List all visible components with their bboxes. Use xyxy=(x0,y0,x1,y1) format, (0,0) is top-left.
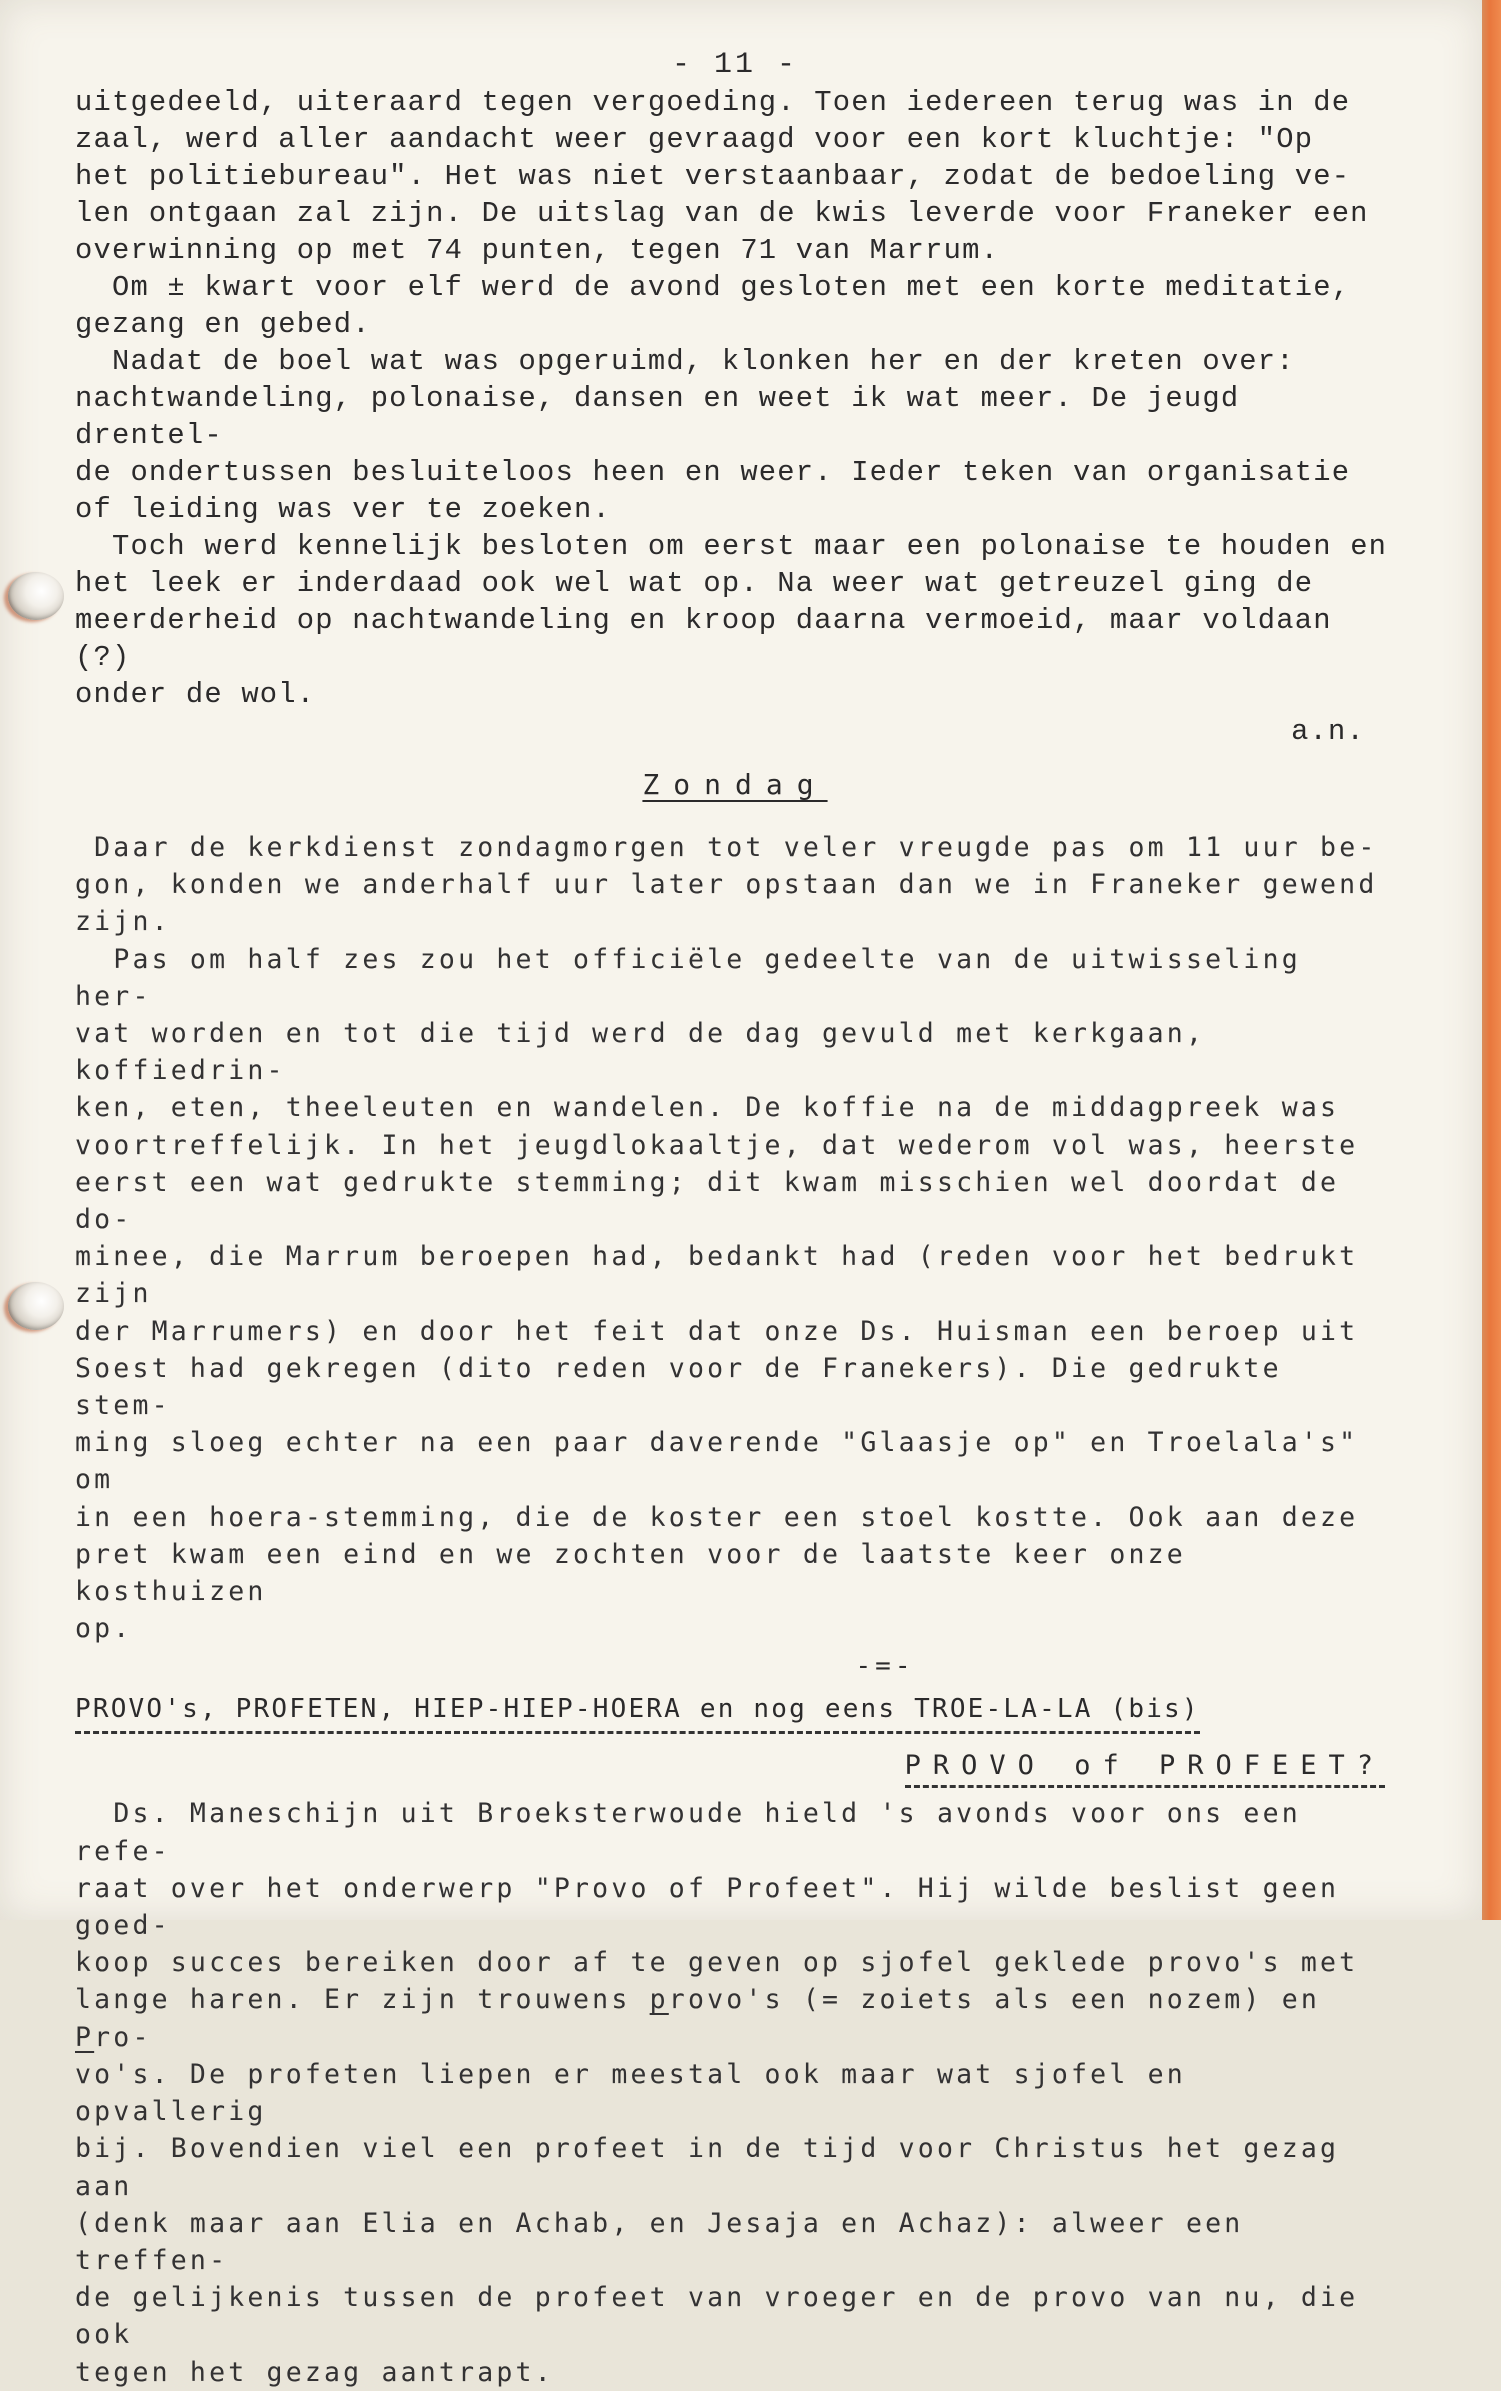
heading-text: Zondag xyxy=(642,768,828,801)
paragraph: Daar de kerkdienst zondagmorgen tot veler vreugde pas om 11 uur be- gon, konden we anderhalf uur later opstaan dan we in Franeker gewend zijn. xyxy=(75,832,1378,938)
section-separator: -=- xyxy=(855,1651,915,1682)
orange-cover-edge xyxy=(1482,0,1501,1920)
paragraph: Nadat de boel wat was opgeruimd, klonken her en der kreten over: nachtwandeling, polonaise, dansen en weet ik wat meer. De jeugd drentel- de ondertussen besluiteloos heen en weer. Ieder teken van organisatie of leiding was ver te zoeken. xyxy=(75,345,1351,526)
page-content xyxy=(75,40,1395,2391)
underlined-letter: p xyxy=(649,1984,669,2016)
body-text: ro- vo's. De profeten liepen er meestal ook maar wat sjofel en opvallerig bij. Bovendien viel een profeet in de tijd voor Christus het gezag aan (denk maar aan Elia en Achab, en Jesaja en Achaz): alweer een treffen- de gelijkenis tussen de profeet van vroeger en de provo van nu, die ook tegen het gezag aantrapt. xyxy=(75,2021,1359,2388)
subtitle-text: PROVO of PROFEET? xyxy=(905,1750,1385,1788)
author-initials: a.n. xyxy=(1291,715,1365,748)
saturday-report xyxy=(75,84,1395,750)
section-heading-zondag xyxy=(75,768,1395,801)
punch-hole xyxy=(8,1282,64,1330)
body-text: Ds. Maneschijn uit Broeksterwoude hield 's avonds voor ons een refe- raat over het onderwerp "Provo of Profeet". Hij wilde beslist geen goed- koop succes bereiken door af te geven op sjofel geklede provo's met lange haren. Er zijn trouwens xyxy=(75,1798,1359,2016)
page-number: - 11 - xyxy=(671,48,799,82)
provo-subtitle xyxy=(75,1750,1395,1781)
provo-title-row xyxy=(75,1689,1395,1734)
provo-section-title: PROVO's, PROFETEN, HIEP-HIEP-HOERA en nog eens TROE-LA-LA (bis) xyxy=(75,1689,1200,1734)
body-text: rovo's (= zoiets als een nozem) en xyxy=(668,1984,1340,2016)
paragraph: Toch werd kennelijk besloten om eerst maar een polonaise te houden en het leek er inderdaad ook wel wat op. Na weer wat getreuzel ging de meerderheid op nachtwandeling en kroop daarna vermoeid, maar voldaan (?) onder de wol. xyxy=(75,530,1388,711)
paragraph xyxy=(75,1795,1395,2390)
sunday-report xyxy=(75,829,1395,1647)
paragraph: uitgedeeld, uiteraard tegen vergoeding. Toen iedereen terug was in de zaal, werd aller aandacht weer gevraagd voor een kort kluchtje: "Op het politiebureau". Het was niet verstaanbaar, zodat de bedoeling ve- len ontgaan zal zijn. De uitslag van de kwis leverde voor Franeker een overwinning op met 74 punten, tegen 71 van Marrum. xyxy=(75,86,1369,267)
underlined-letter: P xyxy=(75,2021,95,2053)
paragraph: Pas om half zes zou het officiële gedeelte van de uitwisseling her- vat worden en tot die tijd werd de dag gevuld met kerkgaan, koffiedrin- ken, eten, theeleuten en wandelen. De koffie na de middagpreek was voortreffelijk. In het jeugdlokaaltje, dat wederom vol was, heerste eerst een wat gedrukte stemming; dit kwam misschien wel doordat de do- minee, die Marrum beroepen had, bedankt had (reden voor het bedrukt zijn der Marrumers) en door het feit dat onze Ds. Huisman een beroep uit Soest had gekregen (dito reden voor de Franekers). Die gedrukte stem- ming sloeg echter na een paar daverende "Glaasje op" en Troelala's" om in een hoera-stemming, die de koster een stoel kostte. Ook aan deze pret kwam een eind en we zochten voor de laatste keer onze kosthuizen op. xyxy=(75,943,1359,1645)
punch-hole xyxy=(8,572,64,620)
provo-lecture-report xyxy=(75,1795,1395,2390)
paragraph: Om ± kwart voor elf werd de avond gesloten met een korte meditatie, gezang en gebed. xyxy=(75,271,1351,341)
